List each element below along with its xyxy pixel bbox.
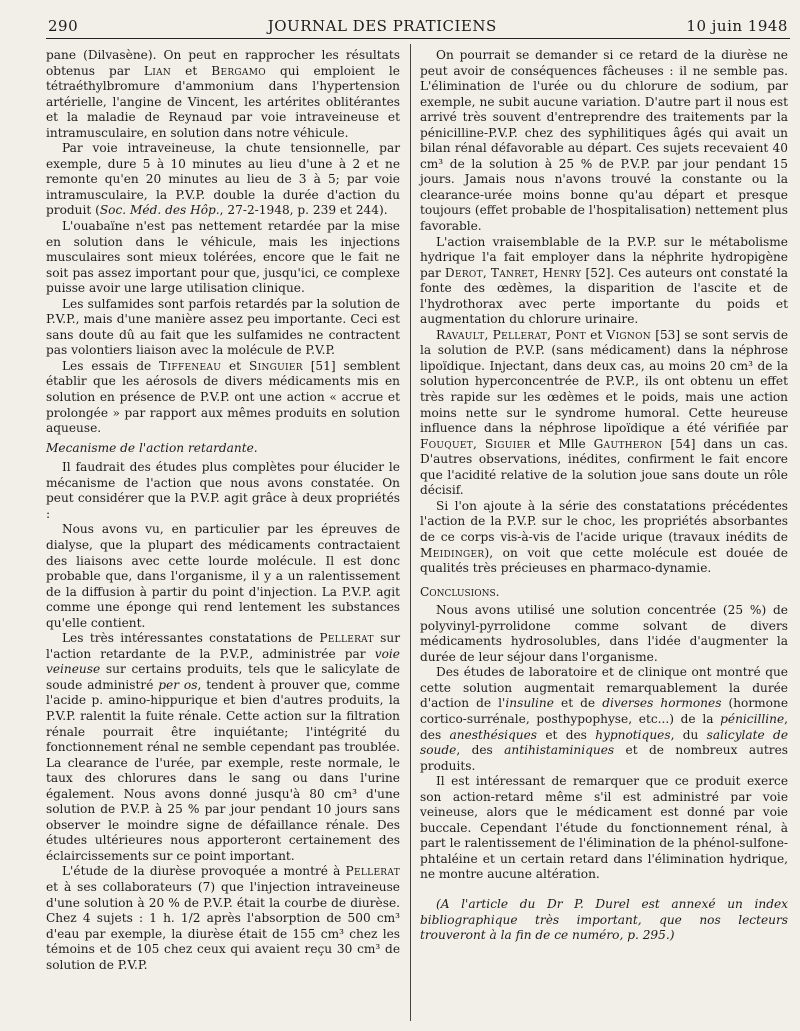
paragraph: Nous avons vu, en particulier par les épreuves de dialyse, que la plupart des médicaments contractaient des liaisons avec cette lourde molécule. Il est donc probable que, dans l'organisme, il y a un ralentissement de la diffusion à partir du point d'injection. La P.V.P. agit comme une éponge qui rend lentement les substances qu'elle contient. [46, 522, 400, 630]
author-name: Pellerat [319, 631, 374, 646]
paragraph: Les essais de Tiffeneau et Singuier [51] semblent établir que les aérosols de divers médicaments mis en solution en présence de P.V.P. ont une action « accrue et prolongée » par rapport aux mêmes produits en solution aqueuse. [46, 358, 400, 436]
header-rule [46, 38, 790, 39]
reference: Soc. Méd. des Hôp. [99, 203, 220, 218]
paragraph: On pourrait se demander si ce retard de la diurèse ne peut avoir de conséquences fâcheuses : il ne semble pas. L'élimination de l'urée ou du chlorure de sodium, par exemple, ne subit aucune variation. D'autre part il nous est arrivé très souvent d'entreprendre des traitements par la pénicilline-P.V.P. chez des syphilitiques âgés qui avait un bilan rénal défavorable au départ. Ces sujets recevaient 40 cm³ de la solution à 25 % de P.V.P. par jour pendant 15 jours. Jamais nous n'avons trouvé la constante ou la clearance-urée moins bonne qu'au départ et presque toujours (effet probable de l'hospitalisation) nettement plus favorable. [420, 48, 788, 234]
paragraph: pane (Dilvasène). On peut en rapprocher les résultats obtenus par Lian et Bergamo qui emploient le tétraéthylbromure d'ammonium dans l'hypertension artérielle, l'angine de Vincent, les artérites oblitérantes et la maladie de Reynaud par voie intraveineuse et intramusculaire, en solution dans notre véhicule. [46, 48, 400, 140]
paragraph: Les très intéressantes constatations de Pellerat sur l'action retardante de la P.V.P., administrée par voie veineuse sur certains produits, tels que le salicylate de soude administré per os, tendent à prouver que, comme l'acide p. amino-hippurique et bien d'autres produits, la P.V.P. ralentit la fuite rénale. Cette action sur la filtration rénale pourrait être inquiétante; l'intégrité du fonctionnement rénal ne semble cependant pas troublée. La clearance de l'urée, par exemple, reste normale, le taux des chlorures dans le sang ou dans l'urine également. Nous avons donné jusqu'à 80 cm³ d'une solution de P.V.P. à 25 % par jour pendant 10 jours sans observer le moindre signe de défaillance rénale. Des études ultérieures nous apporteront certainement des éclaircissements sur ce point important. [46, 631, 400, 863]
paragraph: Des études de laboratoire et de clinique ont montré que cette solution augmentait remarquablement la durée d'action de l'insuline et de diverses hormones (hormone cortico-surrénale, posthypophyse, etc...) de la pénicilline, des anesthésiques et des hypnotiques, du salicylate de soude, des antihistaminiques et de nombreux autres produits. [420, 665, 789, 773]
paragraph: L'étude de la diurèse provoquée a montré à Pellerat et à ses collaborateurs (7) que l'injection intraveineuse d'une solution à 20 % de P.V.P. était la courbe de diurèse. Chez 4 sujets : 1 h. 1/2 après l'absorption de 500 cm³ d'eau par exemple, la diurèse était de 155 cm³ chez les témoins et de 105 chez ceux qui avaient reçu 30 cm³ de solution de P.V.P. [46, 864, 400, 972]
paragraph: L'action vraisemblable de la P.V.P. sur le métabolisme hydrique l'a fait employer dans la néphrite hydropigène par Derot, Tanret, Henry [52]. Ces auteurs ont constaté la fonte des œdèmes, la disparition de l'ascite et de l'hydrothorax avec perte importante du poids et augmentation du chlorure urinaire. [420, 234, 788, 327]
paragraph: Nous avons utilisé une solution concentrée (25 %) de polyvinyl-pyrrolidone comme solvant de divers médicaments hydrosolubles, dans l'idée d'augmenter la durée de leur séjour dans l'organisme. [420, 603, 788, 664]
issue-date: 10 juin 1948 [686, 17, 788, 35]
left-column [46, 48, 400, 973]
author-name: Ravault [436, 327, 485, 342]
author-name: Siguier [484, 436, 531, 451]
author-name: Derot [444, 265, 483, 280]
paragraph: Il est intéressant de remarquer que ce produit exerce son action-retard même s'il est administré par voie veineuse, alors que le médicament est donné par voie buccale. Cependant l'étude du fonctionnement rénal, à part le ralentissement de l'élimination de la phénol-sulfone-phtaléine et un certain retard dans l'élimination hydrique, ne montre aucune altération. [420, 774, 788, 882]
author-name: Henry [542, 265, 582, 280]
section-subheading: Mecanisme de l'action retardante. [46, 440, 258, 455]
author-name: Vignon [606, 327, 651, 342]
author-name: Meidinger [420, 545, 485, 560]
author-name: Bergamo [211, 63, 266, 78]
right-column [420, 48, 788, 944]
author-name: Pellerat [492, 327, 548, 342]
author-name: Pellerat [345, 864, 400, 879]
editorial-note: (A l'article du Dr P. Durel est annexé un index bibliographique très important, que nos lecteurs trouveront à la fin de ce numéro, p. 295.) [420, 896, 788, 943]
author-name: Tiffeneau [159, 358, 222, 373]
author-name: Pont [555, 327, 586, 342]
paragraph: Les sulfamides sont parfois retardés par la solution de P.V.P., mais d'une manière assez peu importante. Ceci est sans doute dû au fait que les sulfamides ne contractent pas volontiers liaison avec la molécule de P.V.P. [46, 296, 400, 358]
journal-title: JOURNAL DES PRATICIENS [267, 17, 497, 35]
author-name: Singuier [248, 358, 303, 373]
paragraph: Si l'on ajoute à la série des constatations précédentes l'action de la P.V.P. sur le choc, les propriétés absorbantes de ce corps vis-à-vis de l'acide urique (travaux inédits de Meidinger), on voit que cette molécule est douée de qualités très précieuses en pharmaco-dynamie. [420, 498, 788, 576]
conclusions-heading: Conclusions. [420, 584, 500, 599]
author-name: Lian [143, 63, 172, 78]
page-number: 290 [48, 17, 79, 35]
author-name: Gautheron [593, 436, 663, 451]
paragraph: Il faudrait des études plus complètes pour élucider le mécanisme de l'action que nous avons constatée. On peut considérer que la P.V.P. agit grâce à deux propriétés : [46, 460, 400, 521]
author-name: Tanret [490, 265, 535, 280]
paragraph: Par voie intraveineuse, la chute tensionnelle, par exemple, dure 5 à 10 minutes au lieu d'une à 2 et ne remonte qu'en 20 minutes au lieu de 3 à 5; par voie intramusculaire, la P.V.P. double la durée d'action du produit (Soc. Méd. des Hôp., 27-2-1948, p. 239 et 244). [46, 141, 400, 218]
column-divider [410, 44, 411, 1021]
paragraph: L'ouabaïne n'est pas nettement retardée par la mise en solution dans le véhicule, mais les injections musculaires sont mieux tolérées, encore que le fait ne soit pas assez important pour que, jusqu'ici, ce complexe puisse avoir une large utilisation clinique. [46, 219, 400, 296]
author-name: Fouquet [420, 436, 474, 451]
paragraph: Ravault, Pellerat, Pont et Vignon [53] se sont servis de la solution de P.V.P. (sans médicament) dans la néphrose lipoïdique. Injectant, dans deux cas, au moins 20 cm³ de la solution hyperconcentrée de P.V.P., ils ont obtenu un effet très rapide sur les œdèmes et le poids, mais une action moins nette sur le syndrome humoral. Cette heureuse influence dans la néphrose lipoïdique a été vérifiée par Fouquet, Siguier et Mlle Gautheron [54] dans un cas. D'autres observations, inédites, confirment le fait encore que l'acidité relative de la solution joue sans doute un rôle décisif. [420, 327, 789, 498]
page-header [48, 9, 788, 35]
